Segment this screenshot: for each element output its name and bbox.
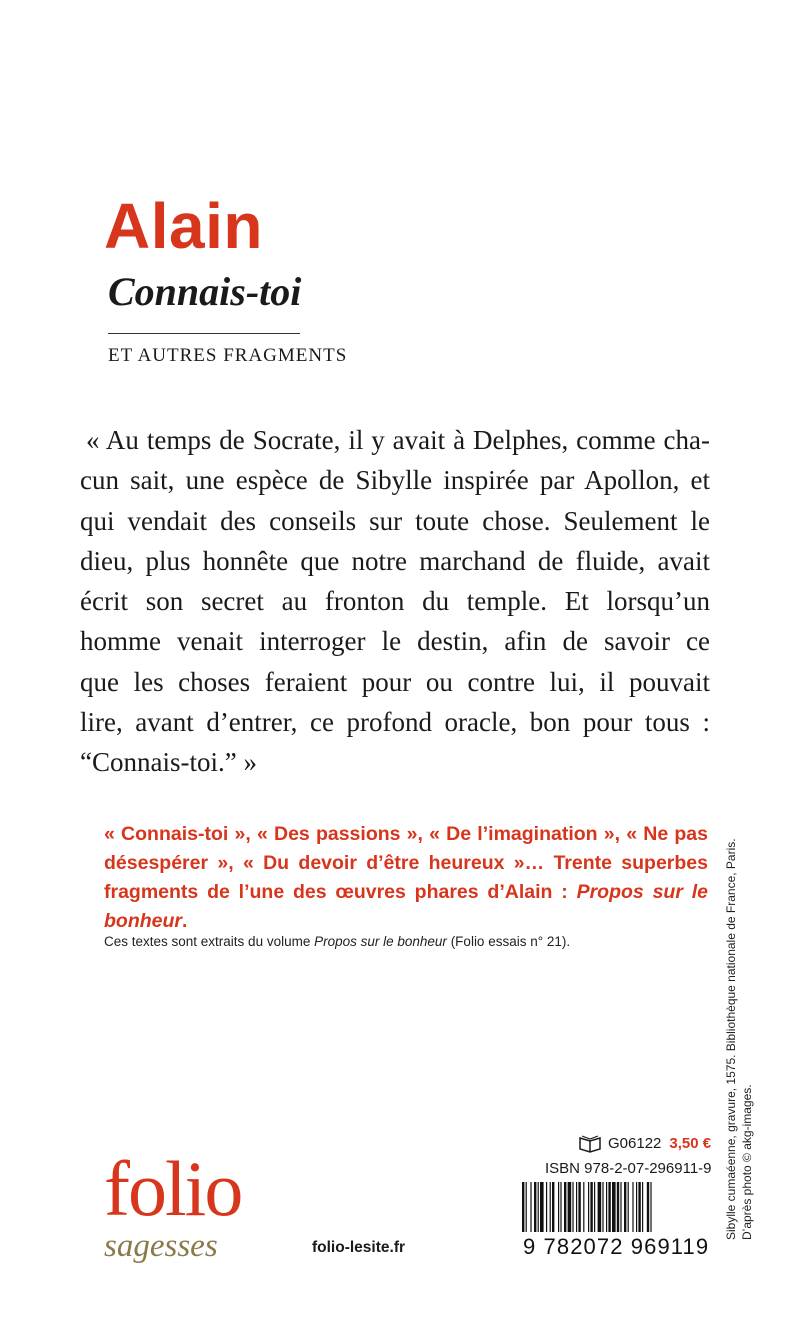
barcode-bar bbox=[612, 1182, 616, 1232]
barcode-bar bbox=[624, 1182, 626, 1232]
quote-line: “Connais-toi.” » bbox=[80, 747, 257, 778]
credit-line: D’après photo © akg-images. bbox=[740, 1084, 754, 1240]
quote-line: cun sait, une espèce de Sibylle inspirée par Apollon, et bbox=[80, 465, 710, 496]
barcode-bar bbox=[572, 1182, 573, 1232]
barcode-bar bbox=[522, 1182, 524, 1232]
note-text: Ces textes sont extraits du volume bbox=[104, 934, 315, 949]
blurb-text: . bbox=[182, 910, 188, 932]
barcode-bar bbox=[632, 1182, 633, 1232]
quote-line: que les choses feraient pour ou contre lui, il pouvait bbox=[80, 666, 710, 697]
barcode-bar bbox=[583, 1182, 584, 1232]
barcode-bar bbox=[538, 1182, 539, 1232]
blurb-line bbox=[104, 878, 708, 907]
quote-line: dieu, plus honnête que notre marchand de fluide, avait bbox=[80, 545, 710, 576]
barcode-bar bbox=[558, 1182, 559, 1232]
barcode-bar bbox=[530, 1182, 531, 1232]
barcode-bar bbox=[628, 1182, 629, 1232]
barcode-bar bbox=[550, 1182, 551, 1232]
book-title: Connais-toi bbox=[108, 269, 302, 314]
book-icon bbox=[578, 1135, 602, 1153]
image-credit bbox=[723, 840, 767, 1240]
author-name: Alain bbox=[104, 190, 263, 262]
credit-line: Sibylle cumaéenne, gravure, 1575. Bibliothèque nationale de France, Paris. bbox=[724, 838, 738, 1240]
blurb-text: fragments de l’une des œuvres phares d’Alain : bbox=[104, 881, 577, 903]
blurb-book-title: Propos sur le bbox=[576, 881, 708, 903]
isbn: ISBN 978-2-07-296911-9 bbox=[545, 1160, 712, 1177]
barcode-bar bbox=[552, 1182, 554, 1232]
blurb-book-title: bonheur bbox=[104, 910, 182, 932]
price-row bbox=[578, 1133, 711, 1155]
barcode-bar bbox=[588, 1182, 589, 1232]
barcode-bar bbox=[606, 1182, 607, 1232]
source-note bbox=[104, 932, 570, 952]
barcode-bar bbox=[617, 1182, 619, 1232]
barcode-bar bbox=[526, 1182, 527, 1232]
barcode-bar bbox=[647, 1182, 649, 1232]
barcode-bar bbox=[568, 1182, 572, 1232]
barcode-bar bbox=[620, 1182, 621, 1232]
barcode-bar bbox=[560, 1182, 561, 1232]
barcode-digits: 9 782072 969119 bbox=[521, 1232, 713, 1262]
barcode-bar bbox=[636, 1182, 637, 1232]
barcode-bar bbox=[598, 1182, 602, 1232]
quote-line: qui vendait des conseils sur toute chose. Seulement le bbox=[80, 505, 710, 536]
product-code: G06122 bbox=[608, 1135, 662, 1152]
note-book-title: Propos sur le bonheur bbox=[314, 934, 447, 949]
quote-line: homme venait interroger le destin, afin de savoir ce bbox=[80, 626, 710, 657]
quote-line: « Au temps de Socrate, il y avait à Delphes, comme cha- bbox=[86, 425, 710, 455]
price: 3,50 € bbox=[669, 1135, 712, 1152]
quote-line: écrit son secret au fronton du temple. Et lorsqu’un bbox=[80, 586, 710, 617]
barcode-bar bbox=[650, 1182, 651, 1232]
barcode-bar bbox=[608, 1182, 610, 1232]
barcode-bar bbox=[594, 1182, 595, 1232]
quote-line: lire, avant d’entrer, ce profond oracle, bon pour tous : bbox=[80, 707, 710, 738]
blurb-line: « Connais-toi », « Des passions », « De l’imagination », « Ne pas bbox=[104, 823, 708, 845]
barcode-bar bbox=[534, 1182, 536, 1232]
barcode-bar bbox=[564, 1182, 566, 1232]
barcode-bar bbox=[590, 1182, 592, 1232]
logo-folio: folio bbox=[104, 1145, 242, 1232]
blurb bbox=[104, 820, 708, 936]
book-subtitle: ET AUTRES FRAGMENTS bbox=[108, 345, 348, 366]
barcode-bar bbox=[602, 1182, 603, 1232]
back-cover-quote bbox=[80, 420, 710, 783]
publisher-website[interactable]: folio-lesite.fr bbox=[312, 1239, 406, 1256]
barcode-bar bbox=[642, 1182, 643, 1232]
barcode-bar bbox=[540, 1182, 544, 1232]
publisher-logo bbox=[104, 1145, 284, 1270]
barcode-bar bbox=[578, 1182, 580, 1232]
barcode-bar bbox=[546, 1182, 547, 1232]
note-text: (Folio essais n° 21). bbox=[446, 934, 571, 949]
barcode-bar bbox=[576, 1182, 577, 1232]
logo-sagesses: sagesses bbox=[104, 1228, 218, 1264]
blurb-line: désespérer », « Du devoir d’être heureux »… Trente superbes bbox=[104, 852, 708, 874]
title-divider bbox=[108, 333, 300, 334]
barcode-bar bbox=[638, 1182, 640, 1232]
